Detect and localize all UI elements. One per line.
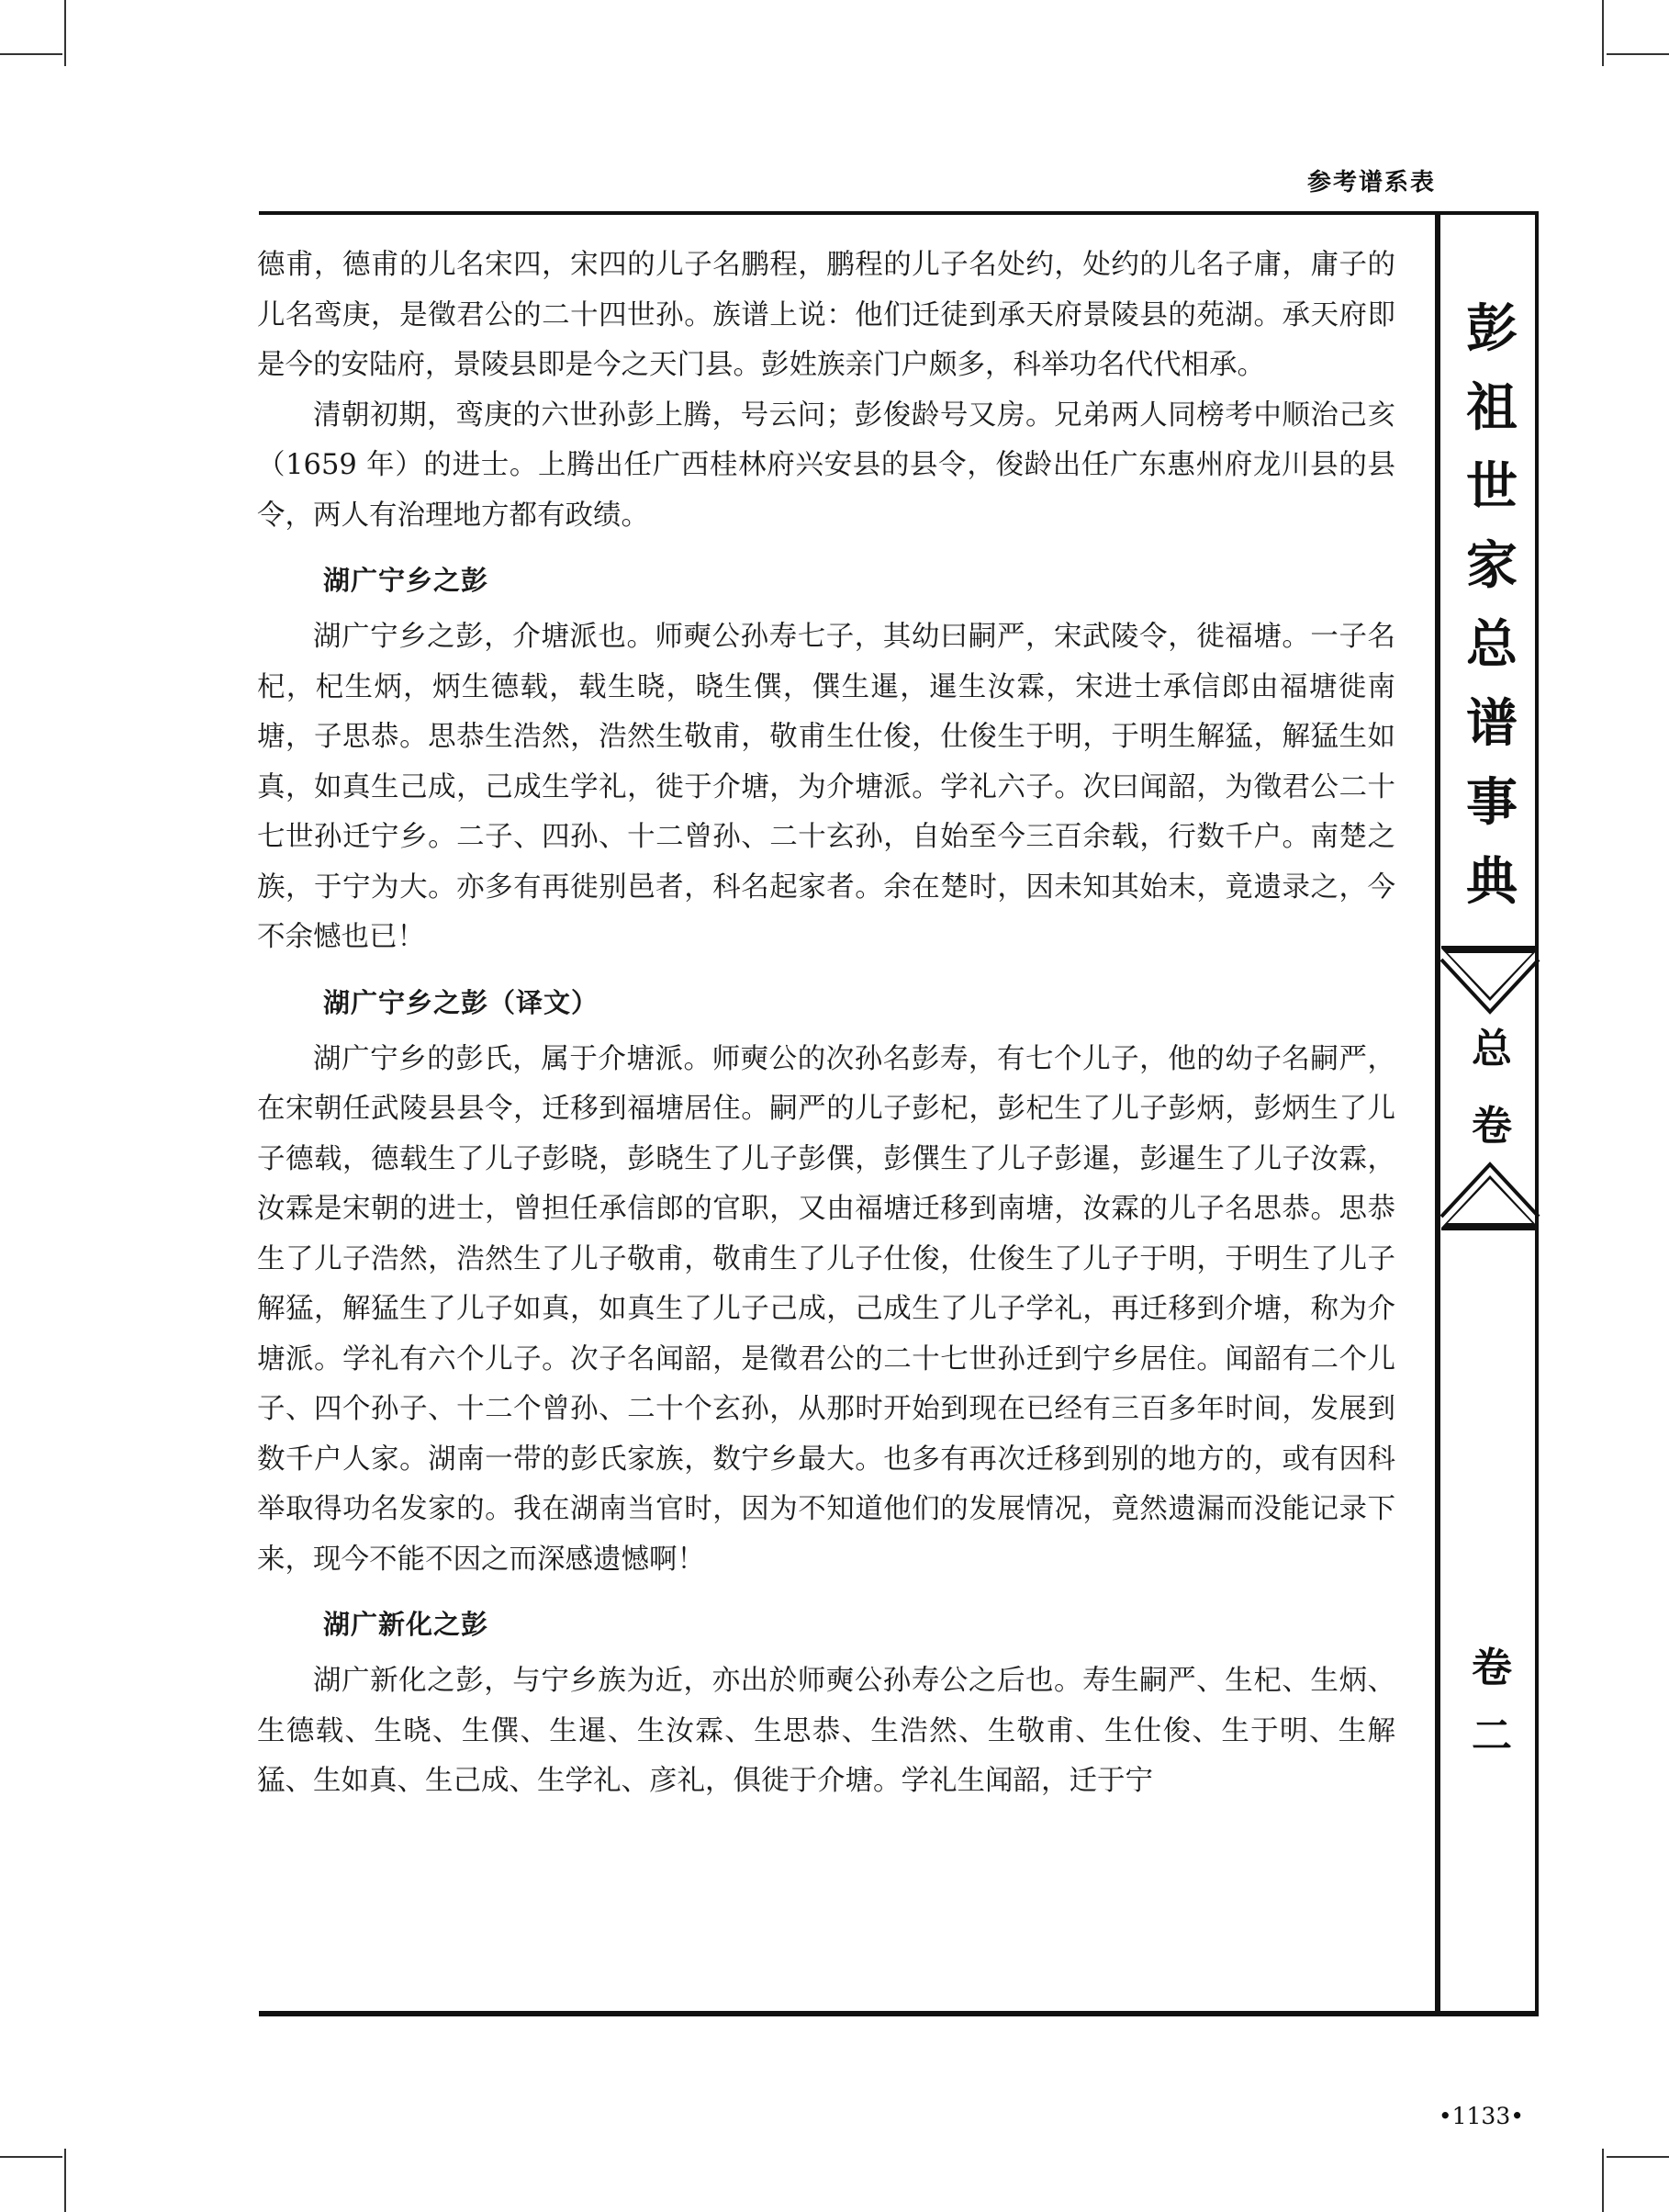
book-title-char: 谱 [1466,694,1518,754]
juan-char: 卷 [1472,1645,1512,1691]
paragraph: 湖广宁乡的彭氏，属于介塘派。师奭公的次孙名彭寿，有七个儿子，他的幼子名嗣严，在宋朝任武陵县县令，迁移到福塘居住。嗣严的儿子彭杞，彭杞生了儿子彭炳，彭炳生了儿子德载，德载生了儿子彭晓，彭晓生了儿子彭僎，彭僎生了儿子彭暹，彭暹生了儿子汝霖，汝霖是宋朝的进士，曾担任承信郎的官职，又由福塘迁移到南塘，汝霖的儿子名思恭。思恭生了儿子浩然，浩然生了儿子敬甫，敬甫生了儿子仕俊，仕俊生了儿子于明，于明生了儿子解猛，解猛生了儿子如真，如真生了儿子己成，己成生了儿子学礼，再迁移到介塘，称为介塘派。学礼有六个儿子。次子名闻韶，是徵君公的二十七世孙迁到宁乡居住。闻韶有二个儿子、四个孙子、十二个曾孙、二十个玄孙，从那时开始到现在已经有三百多年时间，发展到数千户人家。湖南一带的彭氏家族，数宁乡最大。也多有再次迁移到别的地方的，或有因科举取得功名发家的。我在湖南当官时，因为不知道他们的发展情况，竟然遗漏而没能记录下来，现今不能不因之而深感遗憾啊！ [257,1042,1395,1576]
crop-mark [1602,0,1604,66]
juan-char: 二 [1472,1712,1512,1759]
volume-char: 总 [1472,1026,1512,1072]
juan-label [1445,1634,1539,1770]
volume-label [1445,1011,1539,1165]
volume-char: 卷 [1472,1103,1512,1150]
book-title-char: 祖 [1466,378,1518,438]
section-heading: 湖广新化之彭 [323,1609,489,1640]
paragraph: 湖广新化之彭，与宁乡族为近，亦出於师奭公孙寿公之后也。寿生嗣严、生杞、生炳、生德载、生晓、生僎、生暹、生汝霖、生思恭、生浩然、生敬甫、生仕俊、生于明、生解猛、生如真、生己成、生学礼、彦礼，俱徙于介塘。学礼生闻韶，迁于宁 [257,1665,1395,1797]
crop-mark [1602,2149,1604,2212]
book-title-char: 事 [1466,773,1518,833]
crop-mark [1607,53,1669,55]
paragraph: 湖广宁乡之彭，介塘派也。师奭公孙寿七子，其幼曰嗣严，宋武陵令，徙福塘。一子名杞，杞生炳，炳生德载，载生晓，晓生僎，僎生暹，暹生汝霖，宋进士承信郎由福塘徙南塘，子思恭。思恭生浩然，浩然生敬甫，敬甫生仕俊，仕俊生于明，于明生解猛，解猛生如真，如真生己成，己成生学礼，徙于介塘，为介塘派。学礼六子。次曰闻韶，为徵君公二十七世孙迁宁乡。二子、四孙、十二曾孙、二十玄孙，自始至今三百余载，行数千户。南楚之族，于宁为大。亦多有再徙别邑者，科名起家者。余在楚时，因未知其始末，竟遗录之，今不余憾也已！ [257,621,1395,953]
bottom-rule [259,2011,1539,2016]
main-text [257,241,1395,1807]
book-title-char: 家 [1466,536,1518,596]
book-title-char: 世 [1466,457,1518,517]
book-title-char: 总 [1466,615,1518,675]
section-heading: 湖广宁乡之彭（译文） [323,986,599,1018]
crop-mark [1607,2156,1669,2158]
page-number: •1133• [1438,2103,1524,2129]
running-header: 参考谱系表 [1306,169,1436,196]
section-heading: 湖广宁乡之彭 [323,565,489,596]
book-title-char: 彭 [1466,299,1518,359]
book-title-vertical [1445,290,1539,922]
crop-mark [0,53,62,55]
paragraph: 德甫，德甫的儿名宋四，宋四的儿子名鹏程，鹏程的儿子名处约，处约的儿名子庸，庸子的儿名鸾庚，是徵君公的二十四世孙。族谱上说：他们迁徒到承天府景陵县的苑湖。承天府即是今的安陆府，景陵县即是今之天门县。彭姓族亲门户颇多，科举功名代代相承。 [257,249,1395,381]
crop-mark [0,2156,62,2158]
crop-mark [64,0,66,66]
top-rule [259,211,1539,215]
book-title-char: 典 [1466,852,1518,912]
crop-mark [64,2149,66,2212]
paragraph: 清朝初期，鸾庚的六世孙彭上腾，号云问；彭俊龄号又房。兄弟两人同榜考中顺治己亥（1659 年）的进士。上腾出任广西桂林府兴安县的县令，俊龄出任广东惠州府龙川县的县令，两人有治理地方都有政绩。 [257,399,1395,532]
